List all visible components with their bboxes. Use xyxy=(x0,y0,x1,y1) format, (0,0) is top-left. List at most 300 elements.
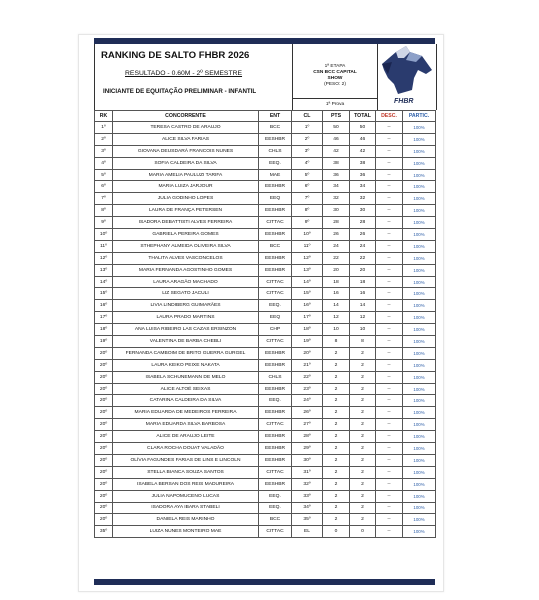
cell-ent: EESHBR xyxy=(259,252,292,264)
cell-desc: -- xyxy=(376,514,403,526)
cell-desc: -- xyxy=(376,419,403,431)
cell-pts: 2 xyxy=(323,478,350,490)
table-row xyxy=(95,347,436,359)
cell-pts: 2 xyxy=(323,431,350,443)
cell-rk: 20º xyxy=(95,395,113,407)
cell-partic: 100% xyxy=(403,526,436,538)
cell-ent: CITTAC xyxy=(259,526,292,538)
cell-rk: 20º xyxy=(95,478,113,490)
cell-concorrente: ALICE ALTOÉ SEIXAS xyxy=(113,383,259,395)
table-row xyxy=(95,264,436,276)
cell-ent: CHP xyxy=(259,324,292,336)
table-row xyxy=(95,312,436,324)
cell-concorrente: GABRIELA PEREIRA GOMES xyxy=(113,229,259,241)
cell-total: 2 xyxy=(350,502,376,514)
cell-concorrente: ISABELA BERSAN DOS REIS MADUREIRA xyxy=(113,478,259,490)
cell-partic: 100% xyxy=(403,181,436,193)
cell-total: 2 xyxy=(350,478,376,490)
cell-rk: 14º xyxy=(95,276,113,288)
cell-concorrente: OLÍVIA FAGUNDES FARIAS DE LINS E LINCOLN xyxy=(113,454,259,466)
cell-rk: 11º xyxy=(95,240,113,252)
stage-number: 1ª ETAPA xyxy=(324,64,346,69)
cell-concorrente: ALICE SILVA FARIAS xyxy=(113,133,259,145)
cell-partic: 100% xyxy=(403,300,436,312)
cell-rk: 12º xyxy=(95,252,113,264)
cell-ent: CITTAC xyxy=(259,466,292,478)
cell-total: 2 xyxy=(350,371,376,383)
cell-total: 30 xyxy=(350,205,376,217)
cell-ent: BCC xyxy=(259,514,292,526)
cell-pts: 28 xyxy=(323,217,350,229)
cell-rk: 6º xyxy=(95,181,113,193)
cell-concorrente: ISADORA AYA IBARA STABELI xyxy=(113,502,259,514)
col-cl: CL xyxy=(292,111,323,122)
cell-cl: 6º xyxy=(292,181,323,193)
cell-total: 22 xyxy=(350,252,376,264)
result-subtitle: RESULTADO - 0.60M - 2º SEMESTRE xyxy=(125,70,243,77)
cell-cl: 3º xyxy=(292,145,323,157)
cell-rk: 7º xyxy=(95,193,113,205)
cell-pts: 24 xyxy=(323,240,350,252)
cell-ent: CITTAC xyxy=(259,276,292,288)
cell-rk: 20º xyxy=(95,454,113,466)
cell-ent: CHLS xyxy=(259,145,292,157)
cell-cl: 7º xyxy=(292,193,323,205)
cell-cl: 9º xyxy=(292,217,323,229)
table-row xyxy=(95,205,436,217)
cell-concorrente: LUIZA NUNES MONTEIRO MAE xyxy=(113,526,259,538)
cell-concorrente: LAURA ARAGÃO MACHADO xyxy=(113,276,259,288)
cell-pts: 14 xyxy=(323,300,350,312)
table-row xyxy=(95,454,436,466)
cell-cl: 28º xyxy=(292,431,323,443)
cell-desc: -- xyxy=(376,229,403,241)
cell-rk: 20º xyxy=(95,514,113,526)
cell-concorrente: LAURA PRADO MARTINS xyxy=(113,312,259,324)
cell-pts: 2 xyxy=(323,371,350,383)
cell-rk: 3º xyxy=(95,145,113,157)
cell-total: 2 xyxy=(350,454,376,466)
cell-rk: 5º xyxy=(95,169,113,181)
cell-pts: 38 xyxy=(323,157,350,169)
cell-cl: 5º xyxy=(292,169,323,181)
category-label: INICIANTE DE EQUITAÇÃO PRELIMINAR - INFANTIL xyxy=(103,88,257,95)
logo-text: FHBR xyxy=(394,98,414,105)
cell-cl: 19º xyxy=(292,336,323,348)
cell-concorrente: TERESA CASTRO DE ARAUJO xyxy=(113,122,259,134)
cell-total: 14 xyxy=(350,300,376,312)
table-row xyxy=(95,169,436,181)
cell-pts: 2 xyxy=(323,407,350,419)
cell-concorrente: GIOVANA DEUSDARÁ FRANCOIS NUNES xyxy=(113,145,259,157)
cell-desc: -- xyxy=(376,324,403,336)
cell-pts: 34 xyxy=(323,181,350,193)
cell-ent: EESHBR xyxy=(259,478,292,490)
cell-cl: 23º xyxy=(292,383,323,395)
col-ent: ENT xyxy=(259,111,292,122)
cell-rk: 20º xyxy=(95,347,113,359)
cell-partic: 100% xyxy=(403,145,436,157)
cell-concorrente: JULIA NAPOMUCENO LUCAS xyxy=(113,490,259,502)
cell-rk: 1º xyxy=(95,122,113,134)
cell-pts: 2 xyxy=(323,395,350,407)
cell-concorrente: MARIA FERNANDA AGOSTINHO GOMES xyxy=(113,264,259,276)
cell-cl: 1º xyxy=(292,122,323,134)
cell-total: 2 xyxy=(350,347,376,359)
cell-ent: EESHBR xyxy=(259,383,292,395)
table-row xyxy=(95,240,436,252)
cell-desc: -- xyxy=(376,395,403,407)
col-desc: DESC. xyxy=(376,111,403,122)
table-row xyxy=(95,431,436,443)
cell-total: 2 xyxy=(350,419,376,431)
table-header-row xyxy=(95,111,436,122)
cell-concorrente: LIZ SEGATO JACULI xyxy=(113,288,259,300)
cell-rk: 4º xyxy=(95,157,113,169)
cell-concorrente: CATARINA CALDEIRA DA SILVA xyxy=(113,395,259,407)
cell-cl: 30º xyxy=(292,454,323,466)
cell-ent: EEQ xyxy=(259,312,292,324)
cell-partic: 100% xyxy=(403,324,436,336)
table-row xyxy=(95,145,436,157)
cell-ent: EESHBR xyxy=(259,359,292,371)
cell-pts: 8 xyxy=(323,336,350,348)
cell-total: 38 xyxy=(350,157,376,169)
cell-partic: 100% xyxy=(403,395,436,407)
cell-concorrente: MARIA EDUARDA SILVA BARBOSA xyxy=(113,419,259,431)
table-row xyxy=(95,193,436,205)
col-rk: RK xyxy=(95,111,113,122)
cell-desc: -- xyxy=(376,193,403,205)
cell-total: 2 xyxy=(350,431,376,443)
cell-rk: 20º xyxy=(95,419,113,431)
col-total: TOTAL xyxy=(350,111,376,122)
cell-desc: -- xyxy=(376,122,403,134)
table-row xyxy=(95,288,436,300)
table-row xyxy=(95,443,436,455)
cell-concorrente: MARIA EDUARDA DE MEDEIROS FERREIRA xyxy=(113,407,259,419)
ranking-header xyxy=(94,44,437,110)
cell-cl: 33º xyxy=(292,490,323,502)
cell-partic: 100% xyxy=(403,229,436,241)
fhbr-logo xyxy=(376,44,436,110)
cell-cl: 14º xyxy=(292,276,323,288)
cell-total: 2 xyxy=(350,407,376,419)
cell-partic: 100% xyxy=(403,252,436,264)
cell-cl: 22º xyxy=(292,371,323,383)
cell-partic: 100% xyxy=(403,205,436,217)
cell-total: 34 xyxy=(350,181,376,193)
cell-desc: -- xyxy=(376,205,403,217)
cell-pts: 2 xyxy=(323,502,350,514)
cell-cl: 35º xyxy=(292,514,323,526)
cell-desc: -- xyxy=(376,240,403,252)
cell-total: 24 xyxy=(350,240,376,252)
cell-total: 2 xyxy=(350,383,376,395)
cell-concorrente: JULIA GODINHO LOPES xyxy=(113,193,259,205)
cell-total: 2 xyxy=(350,443,376,455)
cell-partic: 100% xyxy=(403,454,436,466)
cell-concorrente: SOFIA CALDEIRA DA SILVA xyxy=(113,157,259,169)
cell-rk: 16º xyxy=(95,300,113,312)
table-row xyxy=(95,466,436,478)
cell-partic: 100% xyxy=(403,240,436,252)
cell-desc: -- xyxy=(376,407,403,419)
cell-rk: 35º xyxy=(95,526,113,538)
ranking-title: RANKING DE SALTO FHBR 2026 xyxy=(101,50,250,61)
cell-rk: 17º xyxy=(95,312,113,324)
ranking-table xyxy=(94,110,436,538)
cell-rk: 2º xyxy=(95,133,113,145)
stage-info xyxy=(293,64,377,88)
cell-rk: 20º xyxy=(95,431,113,443)
cell-concorrente: THALITA ALVES VASCONCELOS xyxy=(113,252,259,264)
cell-ent: EEQ xyxy=(259,193,292,205)
table-row xyxy=(95,371,436,383)
cell-total: 2 xyxy=(350,359,376,371)
cell-pts: 12 xyxy=(323,312,350,324)
cell-rk: 15º xyxy=(95,288,113,300)
cell-concorrente: LAURA DE FRANÇA PETERSEN xyxy=(113,205,259,217)
cell-ent: CITTAC xyxy=(259,336,292,348)
cell-ent: CITTAC xyxy=(259,419,292,431)
cell-partic: 100% xyxy=(403,336,436,348)
cell-pts: 18 xyxy=(323,276,350,288)
table-row xyxy=(95,336,436,348)
cell-desc: -- xyxy=(376,502,403,514)
table-row xyxy=(95,359,436,371)
cell-partic: 100% xyxy=(403,312,436,324)
cell-ent: EESHBR xyxy=(259,181,292,193)
cell-total: 46 xyxy=(350,133,376,145)
horse-head-icon xyxy=(376,44,436,100)
cell-ent: EESHBR xyxy=(259,205,292,217)
cell-desc: -- xyxy=(376,252,403,264)
cell-partic: 100% xyxy=(403,276,436,288)
cell-pts: 26 xyxy=(323,229,350,241)
table-row xyxy=(95,419,436,431)
cell-partic: 100% xyxy=(403,383,436,395)
col-concorrente: CONCORRENTE xyxy=(113,111,259,122)
cell-ent: EESHBR xyxy=(259,407,292,419)
cell-cl: 15º xyxy=(292,288,323,300)
stage-prova: 1ª Prova xyxy=(293,98,377,110)
cell-ent: EEQ. xyxy=(259,502,292,514)
cell-concorrente: ISADORA DEBATTISTI ALVES FERREIRA xyxy=(113,217,259,229)
table-row xyxy=(95,157,436,169)
cell-partic: 100% xyxy=(403,169,436,181)
cell-ent: EESHBR xyxy=(259,133,292,145)
cell-desc: -- xyxy=(376,347,403,359)
cell-cl: 2º xyxy=(292,133,323,145)
cell-total: 18 xyxy=(350,276,376,288)
cell-total: 2 xyxy=(350,514,376,526)
cell-desc: -- xyxy=(376,288,403,300)
cell-ent: CHLS xyxy=(259,371,292,383)
cell-ent: EESHBR xyxy=(259,454,292,466)
cell-cl: 10º xyxy=(292,229,323,241)
cell-ent: CITTAC xyxy=(259,217,292,229)
cell-total: 10 xyxy=(350,324,376,336)
cell-concorrente: ISABELA SCHUNEMANN DE MELO xyxy=(113,371,259,383)
cell-rk: 20º xyxy=(95,383,113,395)
table-row xyxy=(95,490,436,502)
cell-total: 20 xyxy=(350,264,376,276)
cell-rk: 10º xyxy=(95,229,113,241)
cell-pts: 2 xyxy=(323,419,350,431)
cell-total: 36 xyxy=(350,169,376,181)
cell-total: 2 xyxy=(350,395,376,407)
cell-pts: 2 xyxy=(323,347,350,359)
cell-pts: 20 xyxy=(323,264,350,276)
col-pts: PTS xyxy=(323,111,350,122)
cell-desc: -- xyxy=(376,454,403,466)
cell-desc: -- xyxy=(376,145,403,157)
cell-desc: -- xyxy=(376,181,403,193)
cell-partic: 100% xyxy=(403,122,436,134)
cell-cl: 12º xyxy=(292,252,323,264)
table-row xyxy=(95,395,436,407)
cell-concorrente: LIVIA LINDIBERG GUIMARÃES xyxy=(113,300,259,312)
cell-ent: EESHBR xyxy=(259,431,292,443)
cell-concorrente: CLARA ROCHA DOUAT VALADÃO xyxy=(113,443,259,455)
cell-ent: EEQ. xyxy=(259,490,292,502)
cell-pts: 2 xyxy=(323,359,350,371)
cell-concorrente: FERNANDA CAMBOIM DE BRITO GUERRA GURGEL xyxy=(113,347,259,359)
cell-pts: 2 xyxy=(323,490,350,502)
cell-ent: EEQ. xyxy=(259,300,292,312)
cell-cl: 4º xyxy=(292,157,323,169)
cell-partic: 100% xyxy=(403,264,436,276)
cell-rk: 19º xyxy=(95,336,113,348)
cell-partic: 100% xyxy=(403,478,436,490)
cell-total: 16 xyxy=(350,288,376,300)
cell-desc: -- xyxy=(376,336,403,348)
cell-desc: -- xyxy=(376,431,403,443)
cell-partic: 100% xyxy=(403,419,436,431)
cell-rk: 20º xyxy=(95,490,113,502)
cell-pts: 10 xyxy=(323,324,350,336)
cell-concorrente: STHEPHANY ALMEIDA OLIVEIRA SILVA xyxy=(113,240,259,252)
table-row xyxy=(95,181,436,193)
cell-partic: 100% xyxy=(403,431,436,443)
cell-rk: 20º xyxy=(95,359,113,371)
cell-concorrente: VALENTINA DE BARBA CHEBLI xyxy=(113,336,259,348)
cell-partic: 100% xyxy=(403,217,436,229)
cell-rk: 20º xyxy=(95,443,113,455)
stage-weight: (PESO: 2) xyxy=(324,82,346,87)
cell-desc: -- xyxy=(376,526,403,538)
cell-cl: 20º xyxy=(292,347,323,359)
cell-partic: 100% xyxy=(403,133,436,145)
cell-rk: 18º xyxy=(95,324,113,336)
cell-desc: -- xyxy=(376,478,403,490)
stage-box xyxy=(292,44,378,110)
cell-total: 42 xyxy=(350,145,376,157)
cell-total: 32 xyxy=(350,193,376,205)
cell-pts: 50 xyxy=(323,122,350,134)
cell-total: 0 xyxy=(350,526,376,538)
cell-concorrente: DANIELA REIS MARINHO xyxy=(113,514,259,526)
cell-pts: 2 xyxy=(323,466,350,478)
cell-partic: 100% xyxy=(403,443,436,455)
cell-partic: 100% xyxy=(403,514,436,526)
cell-rk: 20º xyxy=(95,466,113,478)
cell-ent: EEQ. xyxy=(259,395,292,407)
cell-desc: -- xyxy=(376,371,403,383)
cell-cl: 13º xyxy=(292,264,323,276)
cell-ent: EESHBR xyxy=(259,347,292,359)
cell-pts: 46 xyxy=(323,133,350,145)
table-row xyxy=(95,514,436,526)
cell-cl: 16º xyxy=(292,300,323,312)
cell-cl: 18º xyxy=(292,324,323,336)
cell-cl: 29º xyxy=(292,443,323,455)
cell-ent: BCC xyxy=(259,122,292,134)
cell-desc: -- xyxy=(376,359,403,371)
cell-pts: 36 xyxy=(323,169,350,181)
cell-total: 26 xyxy=(350,229,376,241)
cell-total: 8 xyxy=(350,336,376,348)
cell-desc: -- xyxy=(376,217,403,229)
table-row xyxy=(95,383,436,395)
cell-pts: 0 xyxy=(323,526,350,538)
cell-desc: -- xyxy=(376,312,403,324)
cell-total: 2 xyxy=(350,466,376,478)
cell-ent: CITTAC xyxy=(259,288,292,300)
cell-partic: 100% xyxy=(403,502,436,514)
cell-rk: 20º xyxy=(95,502,113,514)
cell-desc: -- xyxy=(376,264,403,276)
cell-cl: EL xyxy=(292,526,323,538)
cell-partic: 100% xyxy=(403,407,436,419)
cell-cl: 34º xyxy=(292,502,323,514)
cell-desc: -- xyxy=(376,169,403,181)
cell-pts: 2 xyxy=(323,514,350,526)
cell-ent: EESHBR xyxy=(259,443,292,455)
cell-cl: 26º xyxy=(292,407,323,419)
cell-pts: 2 xyxy=(323,454,350,466)
cell-rk: 13º xyxy=(95,264,113,276)
table-row xyxy=(95,133,436,145)
cell-rk: 20º xyxy=(95,407,113,419)
cell-partic: 100% xyxy=(403,490,436,502)
cell-desc: -- xyxy=(376,383,403,395)
cell-pts: 30 xyxy=(323,205,350,217)
cell-desc: -- xyxy=(376,300,403,312)
cell-pts: 22 xyxy=(323,252,350,264)
cell-partic: 100% xyxy=(403,157,436,169)
cell-pts: 42 xyxy=(323,145,350,157)
cell-concorrente: ALICE DE ARAUJO LEITE xyxy=(113,431,259,443)
cell-rk: 9º xyxy=(95,217,113,229)
cell-ent: BCC xyxy=(259,240,292,252)
cell-desc: -- xyxy=(376,157,403,169)
cell-partic: 100% xyxy=(403,371,436,383)
cell-desc: -- xyxy=(376,466,403,478)
cell-partic: 100% xyxy=(403,466,436,478)
table-row xyxy=(95,252,436,264)
cell-pts: 2 xyxy=(323,383,350,395)
cell-desc: -- xyxy=(376,133,403,145)
table-row xyxy=(95,300,436,312)
cell-partic: 100% xyxy=(403,288,436,300)
cell-ent: MAE xyxy=(259,169,292,181)
cell-concorrente: MARIA AMELIA PAULUZI TARIFA xyxy=(113,169,259,181)
table-row xyxy=(95,324,436,336)
cell-desc: -- xyxy=(376,490,403,502)
cell-ent: EEQ. xyxy=(259,157,292,169)
